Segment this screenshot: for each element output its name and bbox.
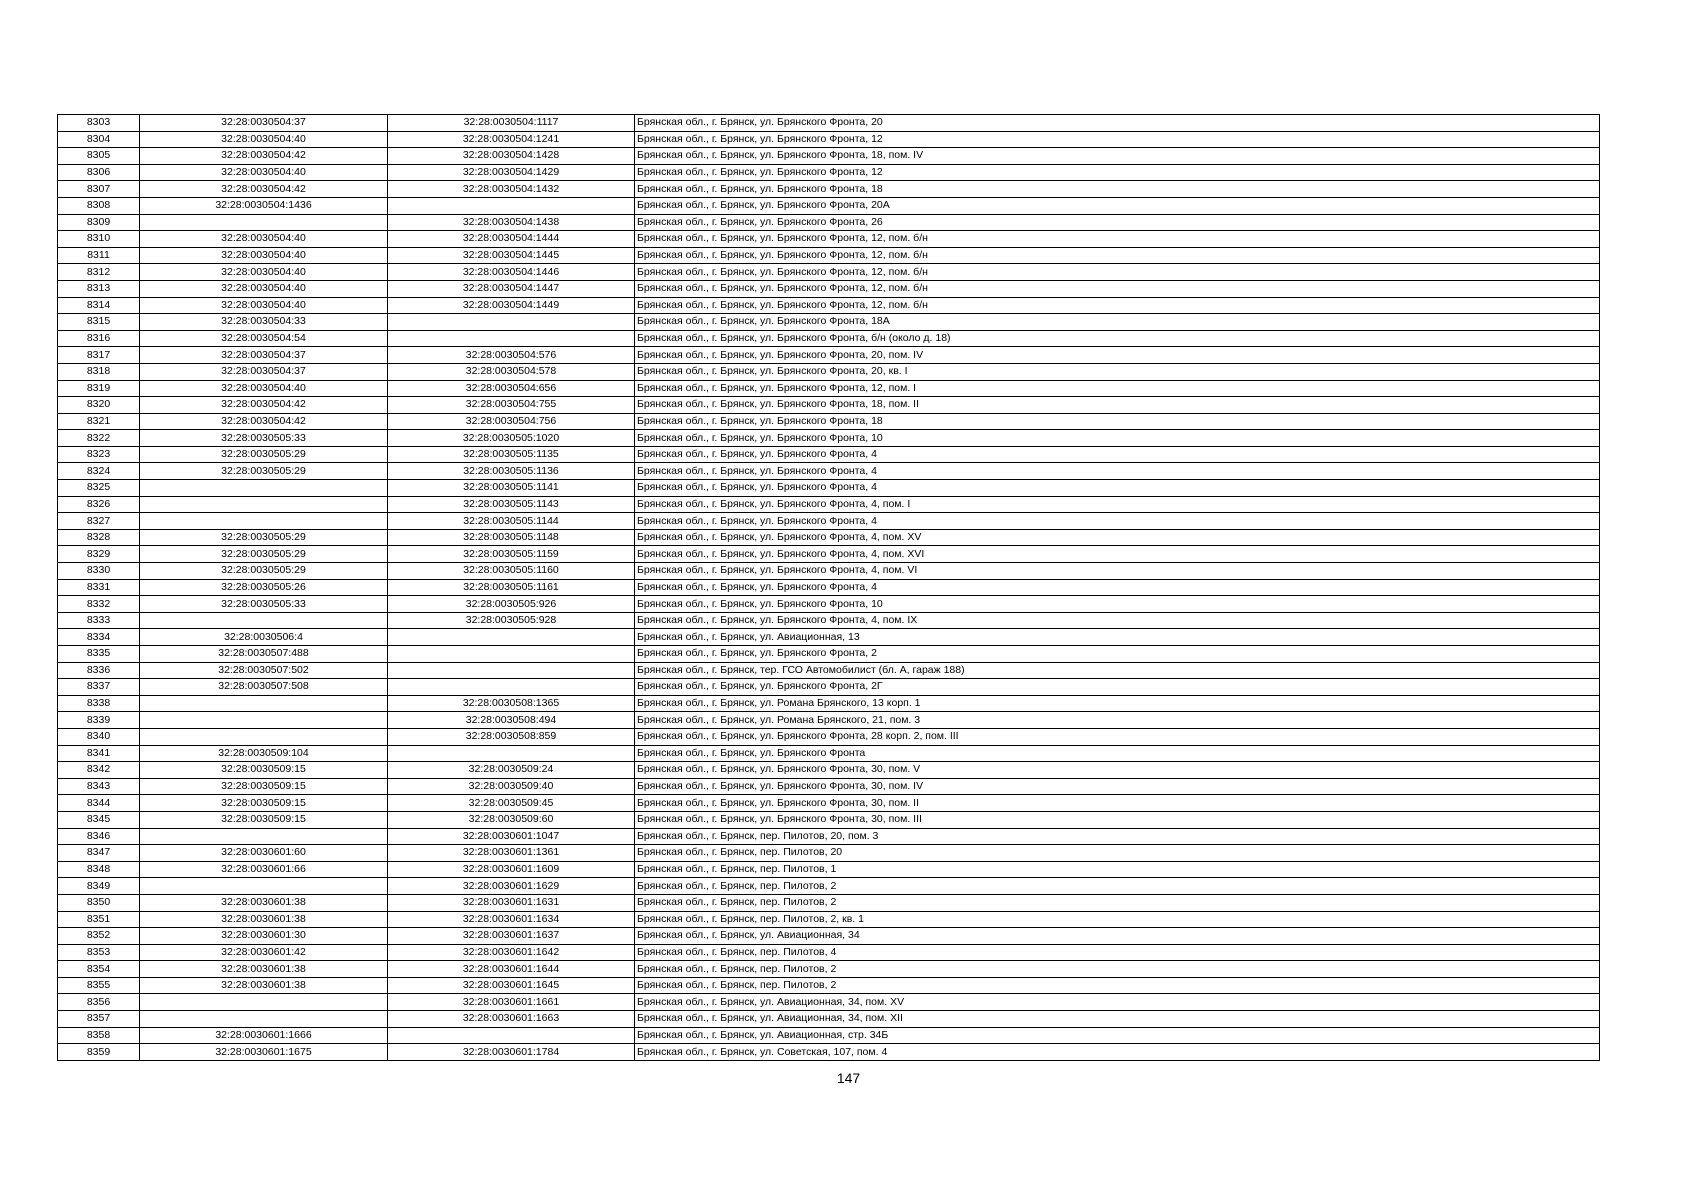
table-row (58, 1027, 1600, 1044)
table-row (58, 762, 1600, 779)
parcel-cadastral-number-cell (140, 695, 388, 712)
row-number-cell: 8333 (58, 612, 140, 629)
table-row (58, 247, 1600, 264)
parcel-cadastral-number-cell: 32:28:0030504:40 (140, 231, 388, 248)
row-number-cell: 8337 (58, 679, 140, 696)
row-number-cell: 8353 (58, 944, 140, 961)
address-cell: Брянская обл., г. Брянск, ул. Брянского Фронта, 4, пом. IX (635, 612, 1600, 629)
table-row (58, 878, 1600, 895)
row-number-cell: 8308 (58, 197, 140, 214)
object-cadastral-number-cell (388, 662, 635, 679)
table-row (58, 977, 1600, 994)
table-row (58, 330, 1600, 347)
table-row (58, 646, 1600, 663)
address-cell: Брянская обл., г. Брянск, ул. Брянского Фронта, 18, пом. II (635, 397, 1600, 414)
row-number-cell: 8309 (58, 214, 140, 231)
row-number-cell: 8316 (58, 330, 140, 347)
parcel-cadastral-number-cell: 32:28:0030504:37 (140, 347, 388, 364)
object-cadastral-number-cell: 32:28:0030505:1161 (388, 579, 635, 596)
address-cell: Брянская обл., г. Брянск, ул. Брянского Фронта, 4 (635, 463, 1600, 480)
object-cadastral-number-cell: 32:28:0030504:1446 (388, 264, 635, 281)
table-row (58, 845, 1600, 862)
row-number-cell: 8326 (58, 496, 140, 513)
table-row (58, 679, 1600, 696)
address-cell: Брянская обл., г. Брянск, ул. Авиационная, 34, пом. XV (635, 994, 1600, 1011)
table-row (58, 563, 1600, 580)
parcel-cadastral-number-cell: 32:28:0030505:26 (140, 579, 388, 596)
object-cadastral-number-cell: 32:28:0030504:1438 (388, 214, 635, 231)
parcel-cadastral-number-cell: 32:28:0030504:40 (140, 297, 388, 314)
table-row (58, 297, 1600, 314)
table-row (58, 513, 1600, 530)
row-number-cell: 8347 (58, 845, 140, 862)
row-number-cell: 8325 (58, 480, 140, 497)
row-number-cell: 8317 (58, 347, 140, 364)
address-cell: Брянская обл., г. Брянск, ул. Брянского Фронта, 4, пом. I (635, 496, 1600, 513)
object-cadastral-number-cell: 32:28:0030504:656 (388, 380, 635, 397)
parcel-cadastral-number-cell: 32:28:0030601:1675 (140, 1044, 388, 1061)
row-number-cell: 8335 (58, 646, 140, 663)
parcel-cadastral-number-cell (140, 994, 388, 1011)
row-number-cell: 8344 (58, 795, 140, 812)
table-row (58, 994, 1600, 1011)
object-cadastral-number-cell: 32:28:0030601:1609 (388, 861, 635, 878)
parcel-cadastral-number-cell: 32:28:0030504:42 (140, 397, 388, 414)
row-number-cell: 8356 (58, 994, 140, 1011)
address-cell: Брянская обл., г. Брянск, пер. Пилотов, 20 (635, 845, 1600, 862)
parcel-cadastral-number-cell: 32:28:0030509:15 (140, 778, 388, 795)
row-number-cell: 8328 (58, 529, 140, 546)
table-row (58, 181, 1600, 198)
table-row (58, 397, 1600, 414)
row-number-cell: 8310 (58, 231, 140, 248)
parcel-cadastral-number-cell: 32:28:0030504:40 (140, 264, 388, 281)
address-cell: Брянская обл., г. Брянск, пер. Пилотов, 2 (635, 894, 1600, 911)
row-number-cell: 8313 (58, 280, 140, 297)
parcel-cadastral-number-cell: 32:28:0030509:15 (140, 795, 388, 812)
parcel-cadastral-number-cell: 32:28:0030504:40 (140, 247, 388, 264)
address-cell: Брянская обл., г. Брянск, ул. Брянского Фронта, 18А (635, 314, 1600, 331)
parcel-cadastral-number-cell (140, 1011, 388, 1028)
parcel-cadastral-number-cell: 32:28:0030601:38 (140, 977, 388, 994)
table-row (58, 1044, 1600, 1061)
address-cell: Брянская обл., г. Брянск, ул. Брянского Фронта, 30, пом. III (635, 811, 1600, 828)
object-cadastral-number-cell: 32:28:0030505:1135 (388, 446, 635, 463)
object-cadastral-number-cell: 32:28:0030505:928 (388, 612, 635, 629)
parcel-cadastral-number-cell: 32:28:0030504:40 (140, 164, 388, 181)
parcel-cadastral-number-cell: 32:28:0030504:40 (140, 380, 388, 397)
parcel-cadastral-number-cell: 32:28:0030601:1666 (140, 1027, 388, 1044)
address-cell: Брянская обл., г. Брянск, пер. Пилотов, 2 (635, 878, 1600, 895)
address-cell: Брянская обл., г. Брянск, ул. Брянского Фронта, 26 (635, 214, 1600, 231)
parcel-cadastral-number-cell (140, 828, 388, 845)
parcel-cadastral-number-cell: 32:28:0030504:37 (140, 115, 388, 132)
parcel-cadastral-number-cell: 32:28:0030509:104 (140, 745, 388, 762)
object-cadastral-number-cell (388, 314, 635, 331)
address-cell: Брянская обл., г. Брянск, ул. Авиационная, стр. 34Б (635, 1027, 1600, 1044)
parcel-cadastral-number-cell: 32:28:0030505:29 (140, 546, 388, 563)
table-row (58, 380, 1600, 397)
object-cadastral-number-cell: 32:28:0030509:45 (388, 795, 635, 812)
row-number-cell: 8324 (58, 463, 140, 480)
object-cadastral-number-cell: 32:28:0030504:755 (388, 397, 635, 414)
address-cell: Брянская обл., г. Брянск, ул. Брянского Фронта, 12, пом. б/н (635, 231, 1600, 248)
object-cadastral-number-cell: 32:28:0030601:1629 (388, 878, 635, 895)
row-number-cell: 8318 (58, 363, 140, 380)
parcel-cadastral-number-cell: 32:28:0030507:488 (140, 646, 388, 663)
object-cadastral-number-cell: 32:28:0030504:1429 (388, 164, 635, 181)
object-cadastral-number-cell: 32:28:0030504:1449 (388, 297, 635, 314)
table-row (58, 463, 1600, 480)
table-row (58, 728, 1600, 745)
table-row (58, 928, 1600, 945)
row-number-cell: 8304 (58, 131, 140, 148)
table-row (58, 778, 1600, 795)
row-number-cell: 8311 (58, 247, 140, 264)
parcel-cadastral-number-cell: 32:28:0030507:502 (140, 662, 388, 679)
object-cadastral-number-cell: 32:28:0030601:1645 (388, 977, 635, 994)
row-number-cell: 8354 (58, 961, 140, 978)
parcel-cadastral-number-cell: 32:28:0030504:42 (140, 148, 388, 165)
parcel-cadastral-number-cell (140, 480, 388, 497)
object-cadastral-number-cell: 32:28:0030508:859 (388, 728, 635, 745)
table-row (58, 894, 1600, 911)
address-cell: Брянская обл., г. Брянск, ул. Брянского Фронта, 18 (635, 413, 1600, 430)
address-cell: Брянская обл., г. Брянск, ул. Брянского Фронта, 2 (635, 646, 1600, 663)
address-cell: Брянская обл., г. Брянск, ул. Брянского Фронта, 4 (635, 579, 1600, 596)
address-cell: Брянская обл., г. Брянск, ул. Брянского Фронта, 4 (635, 446, 1600, 463)
address-cell: Брянская обл., г. Брянск, ул. Романа Брянского, 13 корп. 1 (635, 695, 1600, 712)
object-cadastral-number-cell: 32:28:0030504:578 (388, 363, 635, 380)
object-cadastral-number-cell: 32:28:0030601:1784 (388, 1044, 635, 1061)
address-cell: Брянская обл., г. Брянск, ул. Брянского Фронта, 28 корп. 2, пом. III (635, 728, 1600, 745)
object-cadastral-number-cell (388, 646, 635, 663)
table-row (58, 579, 1600, 596)
row-number-cell: 8329 (58, 546, 140, 563)
row-number-cell: 8345 (58, 811, 140, 828)
address-cell: Брянская обл., г. Брянск, пер. Пилотов, 2, кв. 1 (635, 911, 1600, 928)
address-cell: Брянская обл., г. Брянск, ул. Брянского Фронта, 12, пом. б/н (635, 247, 1600, 264)
parcel-cadastral-number-cell: 32:28:0030504:37 (140, 363, 388, 380)
table-row (58, 745, 1600, 762)
object-cadastral-number-cell: 32:28:0030601:1634 (388, 911, 635, 928)
address-cell: Брянская обл., г. Брянск, ул. Брянского Фронта, 30, пом. V (635, 762, 1600, 779)
row-number-cell: 8349 (58, 878, 140, 895)
address-cell: Брянская обл., г. Брянск, ул. Советская, 107, пом. 4 (635, 1044, 1600, 1061)
row-number-cell: 8351 (58, 911, 140, 928)
table-row (58, 280, 1600, 297)
table-row (58, 811, 1600, 828)
address-cell: Брянская обл., г. Брянск, пер. Пилотов, 2 (635, 977, 1600, 994)
row-number-cell: 8350 (58, 894, 140, 911)
parcel-cadastral-number-cell: 32:28:0030507:508 (140, 679, 388, 696)
parcel-cadastral-number-cell: 32:28:0030504:42 (140, 181, 388, 198)
address-cell: Брянская обл., г. Брянск, ул. Брянского Фронта, 4, пом. XV (635, 529, 1600, 546)
parcel-cadastral-number-cell (140, 496, 388, 513)
row-number-cell: 8327 (58, 513, 140, 530)
row-number-cell: 8319 (58, 380, 140, 397)
parcel-cadastral-number-cell: 32:28:0030504:1436 (140, 197, 388, 214)
row-number-cell: 8339 (58, 712, 140, 729)
object-cadastral-number-cell: 32:28:0030505:1148 (388, 529, 635, 546)
row-number-cell: 8340 (58, 728, 140, 745)
address-cell: Брянская обл., г. Брянск, ул. Брянского Фронта, 10 (635, 596, 1600, 613)
object-cadastral-number-cell: 32:28:0030601:1642 (388, 944, 635, 961)
object-cadastral-number-cell (388, 629, 635, 646)
object-cadastral-number-cell: 32:28:0030509:60 (388, 811, 635, 828)
object-cadastral-number-cell: 32:28:0030505:1144 (388, 513, 635, 530)
address-cell: Брянская обл., г. Брянск, ул. Брянского Фронта, 12, пом. б/н (635, 297, 1600, 314)
object-cadastral-number-cell: 32:28:0030601:1047 (388, 828, 635, 845)
object-cadastral-number-cell: 32:28:0030508:494 (388, 712, 635, 729)
table-row (58, 430, 1600, 447)
parcel-cadastral-number-cell (140, 728, 388, 745)
row-number-cell: 8307 (58, 181, 140, 198)
table-row (58, 612, 1600, 629)
parcel-cadastral-number-cell: 32:28:0030506:4 (140, 629, 388, 646)
table-row (58, 131, 1600, 148)
object-cadastral-number-cell: 32:28:0030504:756 (388, 413, 635, 430)
object-cadastral-number-cell: 32:28:0030504:576 (388, 347, 635, 364)
object-cadastral-number-cell (388, 330, 635, 347)
row-number-cell: 8330 (58, 563, 140, 580)
object-cadastral-number-cell: 32:28:0030504:1447 (388, 280, 635, 297)
row-number-cell: 8323 (58, 446, 140, 463)
parcel-cadastral-number-cell: 32:28:0030504:54 (140, 330, 388, 347)
row-number-cell: 8355 (58, 977, 140, 994)
row-number-cell: 8357 (58, 1011, 140, 1028)
address-cell: Брянская обл., г. Брянск, ул. Авиационная, 13 (635, 629, 1600, 646)
object-cadastral-number-cell: 32:28:0030505:1159 (388, 546, 635, 563)
table-row (58, 148, 1600, 165)
parcel-cadastral-number-cell (140, 513, 388, 530)
table-row (58, 197, 1600, 214)
object-cadastral-number-cell (388, 1027, 635, 1044)
address-cell: Брянская обл., г. Брянск, ул. Брянского Фронта, 12 (635, 164, 1600, 181)
table-row (58, 629, 1600, 646)
table-row (58, 529, 1600, 546)
address-cell: Брянская обл., г. Брянск, ул. Брянского Фронта, 4 (635, 480, 1600, 497)
object-cadastral-number-cell: 32:28:0030504:1432 (388, 181, 635, 198)
table-row (58, 795, 1600, 812)
row-number-cell: 8321 (58, 413, 140, 430)
table-row (58, 911, 1600, 928)
address-cell: Брянская обл., г. Брянск, ул. Брянского Фронта, 12, пом. б/н (635, 280, 1600, 297)
address-cell: Брянская обл., г. Брянск, ул. Брянского Фронта, 2Г (635, 679, 1600, 696)
table-row (58, 695, 1600, 712)
table-row (58, 164, 1600, 181)
address-cell: Брянская обл., г. Брянск, ул. Брянского Фронта, 12 (635, 131, 1600, 148)
table-row (58, 944, 1600, 961)
row-number-cell: 8322 (58, 430, 140, 447)
object-cadastral-number-cell: 32:28:0030504:1445 (388, 247, 635, 264)
row-number-cell: 8314 (58, 297, 140, 314)
object-cadastral-number-cell: 32:28:0030601:1663 (388, 1011, 635, 1028)
address-cell: Брянская обл., г. Брянск, пер. Пилотов, 2 (635, 961, 1600, 978)
parcel-cadastral-number-cell: 32:28:0030601:66 (140, 861, 388, 878)
object-cadastral-number-cell: 32:28:0030505:1141 (388, 480, 635, 497)
row-number-cell: 8342 (58, 762, 140, 779)
object-cadastral-number-cell: 32:28:0030601:1637 (388, 928, 635, 945)
row-number-cell: 8338 (58, 695, 140, 712)
row-number-cell: 8343 (58, 778, 140, 795)
parcel-cadastral-number-cell: 32:28:0030504:42 (140, 413, 388, 430)
table-row (58, 347, 1600, 364)
address-cell: Брянская обл., г. Брянск, ул. Брянского Фронта, 18, пом. IV (635, 148, 1600, 165)
parcel-cadastral-number-cell (140, 612, 388, 629)
parcel-cadastral-number-cell: 32:28:0030601:38 (140, 911, 388, 928)
row-number-cell: 8346 (58, 828, 140, 845)
parcel-cadastral-number-cell: 32:28:0030505:33 (140, 430, 388, 447)
row-number-cell: 8358 (58, 1027, 140, 1044)
address-cell: Брянская обл., г. Брянск, ул. Брянского Фронта, 20, кв. I (635, 363, 1600, 380)
row-number-cell: 8315 (58, 314, 140, 331)
parcel-cadastral-number-cell (140, 214, 388, 231)
object-cadastral-number-cell (388, 197, 635, 214)
address-cell: Брянская обл., г. Брянск, тер. ГСО Автомобилист (бл. А, гараж 188) (635, 662, 1600, 679)
row-number-cell: 8306 (58, 164, 140, 181)
parcel-cadastral-number-cell: 32:28:0030601:38 (140, 894, 388, 911)
row-number-cell: 8341 (58, 745, 140, 762)
table-row (58, 828, 1600, 845)
parcel-cadastral-number-cell: 32:28:0030601:42 (140, 944, 388, 961)
address-cell: Брянская обл., г. Брянск, ул. Брянского Фронта (635, 745, 1600, 762)
parcel-cadastral-number-cell: 32:28:0030509:15 (140, 762, 388, 779)
page-number: 147 (836, 1070, 861, 1086)
address-cell: Брянская обл., г. Брянск, ул. Брянского Фронта, 12, пом. б/н (635, 264, 1600, 281)
object-cadastral-number-cell: 32:28:0030601:1631 (388, 894, 635, 911)
parcel-cadastral-number-cell: 32:28:0030505:33 (140, 596, 388, 613)
table-row (58, 496, 1600, 513)
parcel-cadastral-number-cell: 32:28:0030601:30 (140, 928, 388, 945)
address-cell: Брянская обл., г. Брянск, ул. Романа Брянского, 21, пом. 3 (635, 712, 1600, 729)
address-cell: Брянская обл., г. Брянск, ул. Брянского Фронта, 12, пом. I (635, 380, 1600, 397)
table-row (58, 1011, 1600, 1028)
table-row (58, 961, 1600, 978)
row-number-cell: 8359 (58, 1044, 140, 1061)
table-row (58, 596, 1600, 613)
row-number-cell: 8332 (58, 596, 140, 613)
row-number-cell: 8348 (58, 861, 140, 878)
table-row (58, 264, 1600, 281)
object-cadastral-number-cell: 32:28:0030601:1661 (388, 994, 635, 1011)
address-cell: Брянская обл., г. Брянск, пер. Пилотов, 4 (635, 944, 1600, 961)
parcel-cadastral-number-cell (140, 878, 388, 895)
address-cell: Брянская обл., г. Брянск, ул. Брянского Фронта, 4 (635, 513, 1600, 530)
row-number-cell: 8303 (58, 115, 140, 132)
object-cadastral-number-cell: 32:28:0030505:1160 (388, 563, 635, 580)
table-row (58, 314, 1600, 331)
table-row (58, 546, 1600, 563)
table-row (58, 231, 1600, 248)
address-cell: Брянская обл., г. Брянск, ул. Брянского Фронта, 10 (635, 430, 1600, 447)
row-number-cell: 8334 (58, 629, 140, 646)
object-cadastral-number-cell: 32:28:0030504:1117 (388, 115, 635, 132)
object-cadastral-number-cell: 32:28:0030601:1361 (388, 845, 635, 862)
object-cadastral-number-cell: 32:28:0030601:1644 (388, 961, 635, 978)
table-row (58, 446, 1600, 463)
address-cell: Брянская обл., г. Брянск, ул. Авиационная, 34, пом. XII (635, 1011, 1600, 1028)
table-row (58, 712, 1600, 729)
parcel-cadastral-number-cell: 32:28:0030601:60 (140, 845, 388, 862)
object-cadastral-number-cell: 32:28:0030504:1428 (388, 148, 635, 165)
table-row (58, 662, 1600, 679)
address-cell: Брянская обл., г. Брянск, ул. Брянского Фронта, 18 (635, 181, 1600, 198)
object-cadastral-number-cell: 32:28:0030505:1136 (388, 463, 635, 480)
table-row (58, 214, 1600, 231)
address-cell: Брянская обл., г. Брянск, ул. Брянского Фронта, 4, пом. XVI (635, 546, 1600, 563)
parcel-cadastral-number-cell: 32:28:0030505:29 (140, 563, 388, 580)
object-cadastral-number-cell (388, 745, 635, 762)
row-number-cell: 8312 (58, 264, 140, 281)
object-cadastral-number-cell: 32:28:0030508:1365 (388, 695, 635, 712)
parcel-cadastral-number-cell: 32:28:0030504:40 (140, 131, 388, 148)
object-cadastral-number-cell: 32:28:0030509:24 (388, 762, 635, 779)
parcel-cadastral-number-cell: 32:28:0030505:29 (140, 463, 388, 480)
address-cell: Брянская обл., г. Брянск, пер. Пилотов, 1 (635, 861, 1600, 878)
row-number-cell: 8336 (58, 662, 140, 679)
parcel-cadastral-number-cell: 32:28:0030509:15 (140, 811, 388, 828)
object-cadastral-number-cell: 32:28:0030509:40 (388, 778, 635, 795)
table-row (58, 115, 1600, 132)
parcel-cadastral-number-cell: 32:28:0030505:29 (140, 446, 388, 463)
parcel-cadastral-number-cell: 32:28:0030601:38 (140, 961, 388, 978)
address-cell: Брянская обл., г. Брянск, ул. Авиационная, 34 (635, 928, 1600, 945)
table-row (58, 413, 1600, 430)
parcel-cadastral-number-cell (140, 712, 388, 729)
address-cell: Брянская обл., г. Брянск, ул. Брянского Фронта, 20, пом. IV (635, 347, 1600, 364)
address-cell: Брянская обл., г. Брянск, пер. Пилотов, 20, пом. 3 (635, 828, 1600, 845)
address-cell: Брянская обл., г. Брянск, ул. Брянского Фронта, 20 (635, 115, 1600, 132)
table-row (58, 861, 1600, 878)
object-cadastral-number-cell (388, 679, 635, 696)
address-cell: Брянская обл., г. Брянск, ул. Брянского Фронта, 4, пом. VI (635, 563, 1600, 580)
address-cell: Брянская обл., г. Брянск, ул. Брянского Фронта, 20А (635, 197, 1600, 214)
address-cell: Брянская обл., г. Брянск, ул. Брянского Фронта, 30, пом. II (635, 795, 1600, 812)
row-number-cell: 8320 (58, 397, 140, 414)
object-cadastral-number-cell: 32:28:0030504:1241 (388, 131, 635, 148)
parcel-cadastral-number-cell: 32:28:0030505:29 (140, 529, 388, 546)
object-cadastral-number-cell: 32:28:0030504:1444 (388, 231, 635, 248)
object-cadastral-number-cell: 32:28:0030505:926 (388, 596, 635, 613)
object-cadastral-number-cell: 32:28:0030505:1143 (388, 496, 635, 513)
table-row (58, 480, 1600, 497)
row-number-cell: 8305 (58, 148, 140, 165)
row-number-cell: 8331 (58, 579, 140, 596)
address-cell: Брянская обл., г. Брянск, ул. Брянского Фронта, б/н (около д. 18) (635, 330, 1600, 347)
parcel-cadastral-number-cell: 32:28:0030504:33 (140, 314, 388, 331)
table-row (58, 363, 1600, 380)
object-cadastral-number-cell: 32:28:0030505:1020 (388, 430, 635, 447)
row-number-cell: 8352 (58, 928, 140, 945)
records-table-body (58, 115, 1600, 1061)
records-table (57, 114, 1600, 1061)
parcel-cadastral-number-cell: 32:28:0030504:40 (140, 280, 388, 297)
address-cell: Брянская обл., г. Брянск, ул. Брянского Фронта, 30, пом. IV (635, 778, 1600, 795)
